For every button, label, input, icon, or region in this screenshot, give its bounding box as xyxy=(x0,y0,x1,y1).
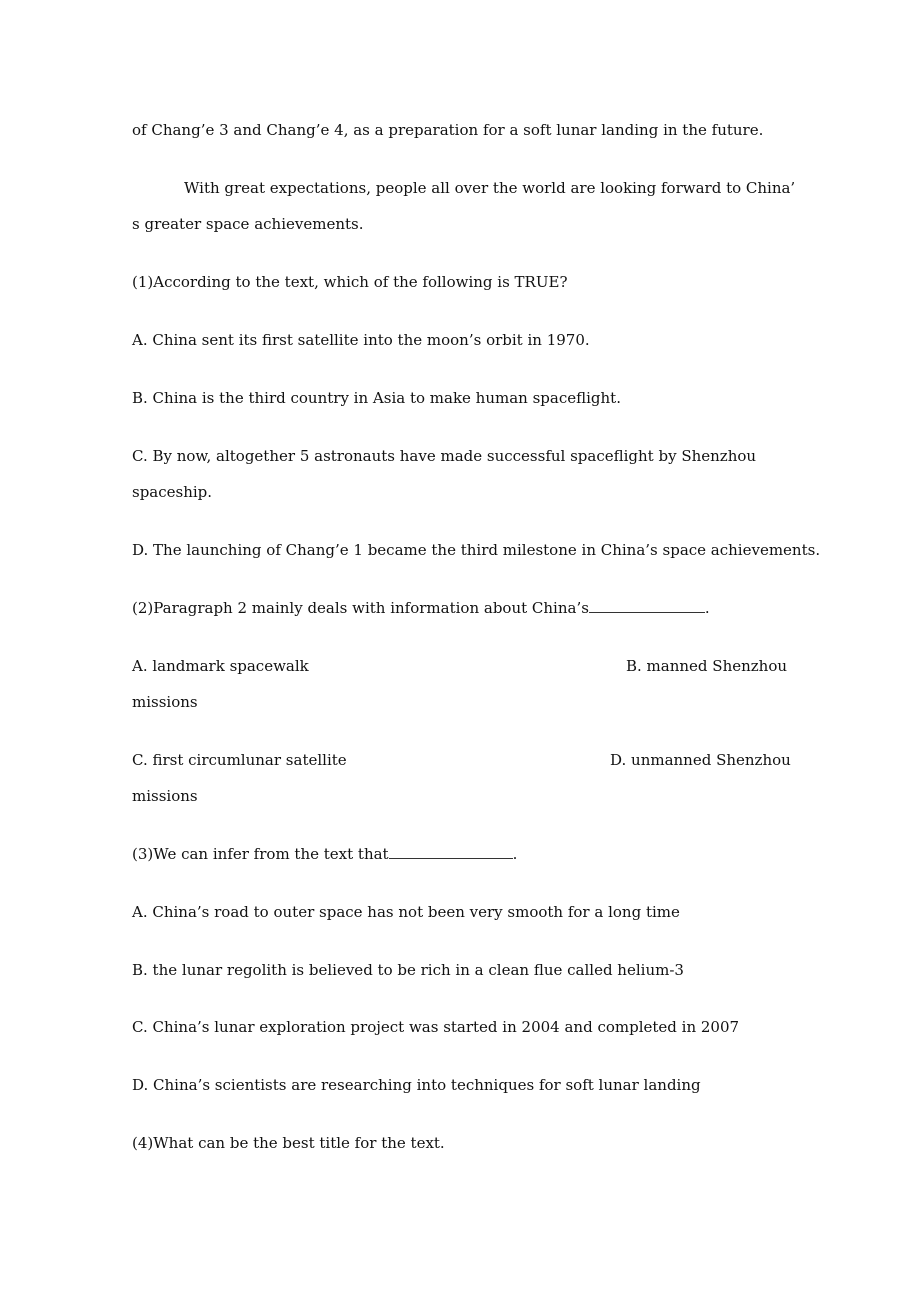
question-1-option-b: B. China is the third country in Asia to make human spaceflight. xyxy=(132,389,621,407)
passage-line: s greater space achievements. xyxy=(132,215,364,233)
question-1-stem: (1)According to the text, which of the following is TRUE? xyxy=(132,273,568,291)
answer-blank xyxy=(389,844,513,859)
question-3-option-c: C. China’s lunar exploration project was started in 2004 and completed in 2007 xyxy=(132,1018,740,1036)
question-2-stem xyxy=(132,598,710,618)
question-2-option-b-cont: missions xyxy=(132,693,198,711)
question-1-option-a: A. China sent its first satellite into the moon’s orbit in 1970. xyxy=(132,331,590,349)
question-2-stem-end: . xyxy=(704,599,710,617)
question-2-option-d: D. unmanned Shenzhou xyxy=(610,751,791,769)
passage-line: With great expectations, people all over the world are looking forward to China’ xyxy=(184,179,796,197)
answer-blank xyxy=(589,598,705,613)
question-2-option-c: C. first circumlunar satellite xyxy=(132,751,347,769)
question-3-stem xyxy=(132,844,517,864)
question-3-option-d: D. China’s scientists are researching into techniques for soft lunar landing xyxy=(132,1076,701,1094)
question-2-option-a: A. landmark spacewalk xyxy=(132,657,309,675)
question-4-stem: (4)What can be the best title for the text. xyxy=(132,1134,445,1152)
question-1-option-d: D. The launching of Chang’e 1 became the third milestone in China’s space achievements. xyxy=(132,541,821,559)
question-3-option-a: A. China’s road to outer space has not been very smooth for a long time xyxy=(132,903,680,921)
question-3-option-b: B. the lunar regolith is believed to be rich in a clean flue called helium-3 xyxy=(132,961,684,979)
question-2-option-d-cont: missions xyxy=(132,787,198,805)
question-2-stem-text: (2)Paragraph 2 mainly deals with information about China’s xyxy=(132,599,589,617)
question-2-option-b: B. manned Shenzhou xyxy=(626,657,788,675)
question-1-option-c-cont: spaceship. xyxy=(132,483,213,501)
passage-line: of Chang’e 3 and Chang’e 4, as a preparation for a soft lunar landing in the future. xyxy=(132,121,764,139)
question-3-stem-end: . xyxy=(512,845,518,863)
question-1-option-c: C. By now, altogether 5 astronauts have made successful spaceflight by Shenzhou xyxy=(132,447,757,465)
question-3-stem-text: (3)We can infer from the text that xyxy=(132,845,389,863)
